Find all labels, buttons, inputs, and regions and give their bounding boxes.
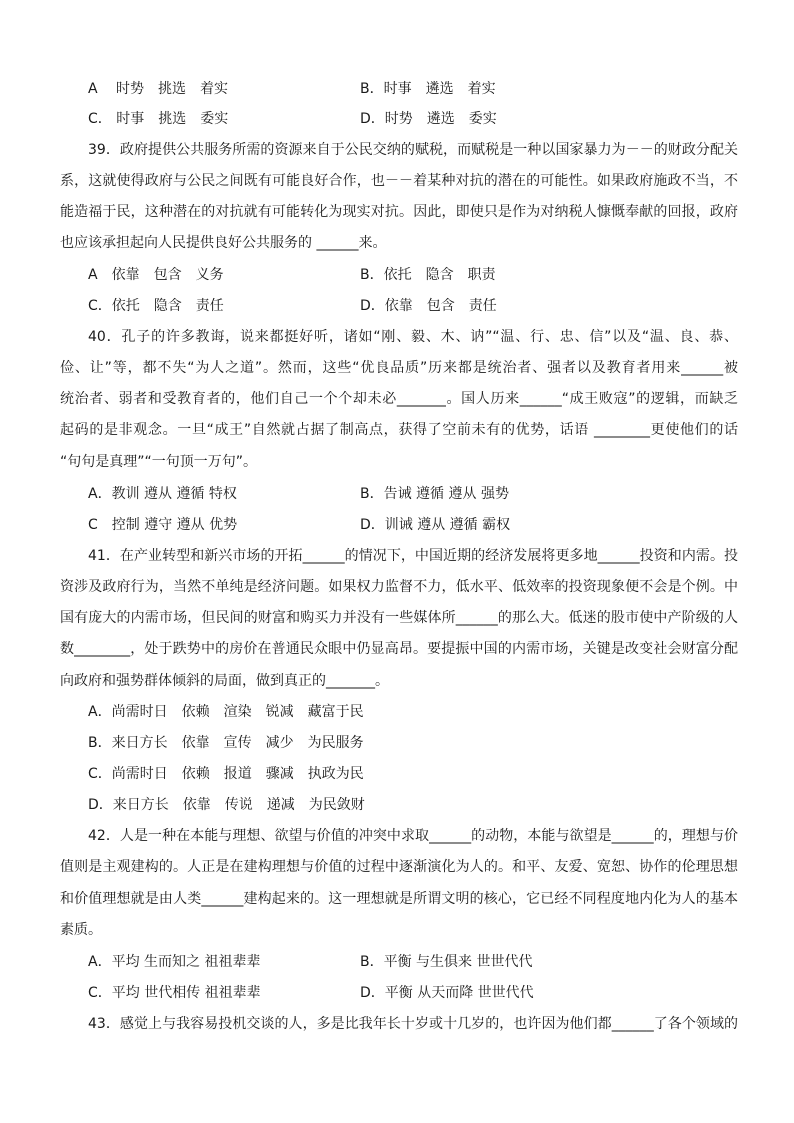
q41-option-c: C．尚需时日 依赖 报道 骤减 执政为民 xyxy=(88,766,364,782)
q42-stem-line-4: 素质。 xyxy=(60,922,102,938)
q41-option-d: D．来日方长 依靠 传说 递减 为民敛财 xyxy=(88,797,365,813)
q40-option-d: D．训诫 遵从 遵循 霸权 xyxy=(360,517,511,533)
q41-option-b: B．来日方长 依靠 宣传 减少 为民服务 xyxy=(88,735,364,751)
q42-option-c: C．平均 世代相传 祖祖辈辈 xyxy=(88,985,261,1001)
q39-option-a: A 依靠 包含 义务 xyxy=(88,267,224,283)
q39-stem-line-1: 39．政府提供公共服务所需的资源来自于公民交纳的赋税，而赋税是一种以国家暴力为－－的财政分配关 xyxy=(88,142,738,158)
q42-stem-line-1: 42．人是一种在本能与理想、欲望与价值的冲突中求取______的动物，本能与欲望是______的，理想与价 xyxy=(88,828,738,844)
q39-option-b: B．依托 隐含 职责 xyxy=(360,267,496,283)
q40-option-a: A．教训 遵从 遵循 特权 xyxy=(88,486,237,502)
q41-option-a: A．尚需时日 依赖 渲染 锐减 藏富于民 xyxy=(88,704,364,720)
q42-option-d: D．平衡 从天而降 世世代代 xyxy=(360,985,534,1001)
q39-stem-line-3: 能造福于民，这种潜在的对抗就有可能转化为现实对抗。因此，即使只是作为对纳税人慷慨奉献的回报，政府 xyxy=(60,204,738,220)
q41-stem-line-1: 41．在产业转型和新兴市场的开拓______的情况下，中国近期的经济发展将更多地______投资和内需。投 xyxy=(88,548,738,564)
q39-option-c: C．依托 隐含 责任 xyxy=(88,298,224,314)
q38-option-a: A 时势 挑选 着实 xyxy=(88,81,229,97)
q43-stem-line-1: 43．感觉上与我容易投机交谈的人，多是比我年长十岁或十几岁的，也许因为他们都______了各个领域的 xyxy=(88,1016,738,1032)
q40-stem-line-1: 40．孔子的许多教诲，说来都挺好听，诸如“刚、毅、木、讷”“温、行、忠、信”以及“温、良、恭、 xyxy=(88,329,738,345)
q41-stem-line-5: 向政府和强势群体倾斜的局面，做到真正的_______。 xyxy=(60,673,389,689)
q41-stem-line-2: 资涉及政府行为，当然不单纯是经济问题。如果权力监督不力，低水平、低效率的投资现象便不会是个例。中 xyxy=(60,579,738,595)
q39-option-d: D．依靠 包含 责任 xyxy=(360,298,497,314)
q42-option-b: B．平衡 与生俱来 世世代代 xyxy=(360,954,533,970)
q39-stem-line-4: 也应该承担起向人民提供良好公共服务的 ______来。 xyxy=(60,235,387,251)
q40-stem-line-4: 起码的是非观念。一旦“成王”自然就占据了制高点，获得了空前未有的优势，话语 ________更使他们的话 xyxy=(60,422,738,438)
q39-stem-line-2: 系，这就使得政府与公民之间既有可能良好合作，也－－着某种对抗的潜在的可能性。如果政府施政不当，不 xyxy=(60,173,738,189)
q42-option-a: A．平均 生而知之 祖祖辈辈 xyxy=(88,954,261,970)
q40-option-b: B．告诫 遵循 遵从 强势 xyxy=(360,486,509,502)
q42-stem-line-2: 值则是主观建构的。人正是在建构理想与价值的过程中逐渐演化为人的。和平、友爱、宽恕、协作的伦理思想 xyxy=(60,859,738,875)
q41-stem-line-4: 数________，处于跌势中的房价在普通民众眼中仍显高昂。要提振中国的内需市场，关键是改变社会财富分配 xyxy=(60,641,738,657)
q40-option-c: C 控制 遵守 遵从 优势 xyxy=(88,517,238,533)
q38-option-b: B．时事 遴选 着实 xyxy=(360,81,496,97)
q40-stem-line-5: “句句是真理”“一句顶一万句”。 xyxy=(60,454,258,470)
q38-option-d: D．时势 遴选 委实 xyxy=(360,111,497,127)
q40-stem-line-3: 统治者、弱者和受教育者的，他们自己一个个却未必_______。国人历来______“成王败寇”的逻辑，而缺乏 xyxy=(60,391,738,407)
q38-option-c: C． 时事 挑选 委实 xyxy=(88,111,229,127)
q42-stem-line-3: 和价值理想就是由人类______建构起来的。这一理想就是所谓文明的核心，它已经不同程度地内化为人的基本 xyxy=(60,891,738,907)
q40-stem-line-2: 俭、让”等，都不失“为人之道”。然而，这些“优良品质”历来都是统治者、强者以及教育者用来______被 xyxy=(60,360,738,376)
q41-stem-line-3: 国有庞大的内需市场，但民间的财富和购买力并没有一些媒体所______的那么大。低迷的股市使中产阶级的人 xyxy=(60,610,738,626)
